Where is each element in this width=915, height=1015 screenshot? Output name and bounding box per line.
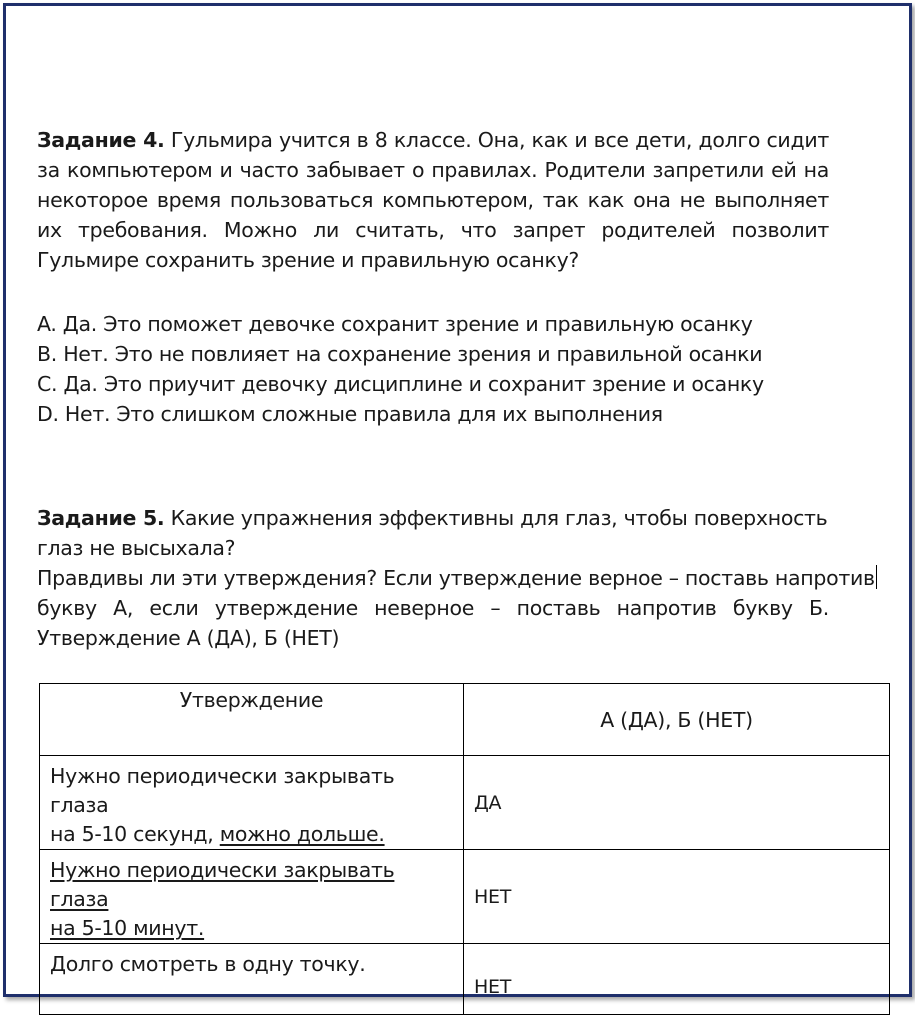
statement-underlined: можно дольше. bbox=[219, 822, 385, 846]
task4-option-c: C. Да. Это приучит девочку дисциплине и сохранит зрение и осанку bbox=[37, 372, 764, 396]
table-header-row bbox=[40, 684, 890, 756]
task5-label: Задание 5. bbox=[37, 506, 165, 530]
task4-option-a: A. Да. Это поможет девочке сохранит зрение и правильную осанку bbox=[37, 312, 753, 336]
table-row bbox=[40, 756, 890, 850]
statement-cell bbox=[40, 944, 464, 1015]
statement-line1: Нужно периодически закрывать глаза bbox=[50, 858, 395, 911]
answer-cell[interactable]: НЕТ bbox=[464, 850, 890, 944]
statement-line2: на 5-10 минут. bbox=[50, 916, 205, 940]
statement-line2: на 5-10 секунд, bbox=[50, 822, 220, 846]
text-cursor bbox=[876, 565, 877, 589]
task5-instruction-line2: букву А, если утверждение неверное – поставь напротив букву Б. bbox=[37, 596, 829, 620]
statement-cell bbox=[40, 850, 464, 944]
header-statement: Утверждение bbox=[40, 684, 464, 756]
task4-options bbox=[37, 309, 764, 429]
answer-cell[interactable]: НЕТ bbox=[464, 944, 890, 1015]
statement-line1: Нужно периодически закрывать глаза bbox=[50, 764, 395, 817]
answer-cell[interactable]: ДА bbox=[464, 756, 890, 850]
table-row bbox=[40, 944, 890, 1015]
task4-option-d: D. Нет. Это слишком сложные правила для их выполнения bbox=[37, 402, 663, 426]
task4-label: Задание 4. bbox=[37, 128, 165, 152]
task4-text: Гульмира учится в 8 классе. Она, как и все дети, долго сидит за компьютером и часто забывает о правилах. Родители запретили ей на некоторое время пользоваться компьютером, так как она не выполняет их требования. Можно ли считать, что запрет родителей позволит Гульмире сохранить зрение и правильную осанку? bbox=[37, 128, 829, 272]
task5-paragraph bbox=[37, 503, 829, 563]
header-answer: А (ДА), Б (НЕТ) bbox=[464, 684, 890, 756]
task5-instruction-line1: Правдивы ли эти утверждения? Если утверждение верное – поставь напротив bbox=[37, 566, 875, 590]
task4-option-b: B. Нет. Это не повлияет на сохранение зрения и правильной осанки bbox=[37, 342, 763, 366]
task4-paragraph bbox=[37, 125, 829, 275]
statement-line1: Долго смотреть в одну точку. bbox=[50, 952, 366, 976]
task5-instruction-line3: Утверждение А (ДА), Б (НЕТ) bbox=[37, 626, 340, 650]
statements-table bbox=[39, 683, 890, 1015]
table-row bbox=[40, 850, 890, 944]
task5-instruction bbox=[37, 563, 875, 653]
task5-text: Какие упражнения эффективны для глаз, чтобы поверхность глаз не высыхала? bbox=[37, 506, 828, 560]
statement-cell bbox=[40, 756, 464, 850]
